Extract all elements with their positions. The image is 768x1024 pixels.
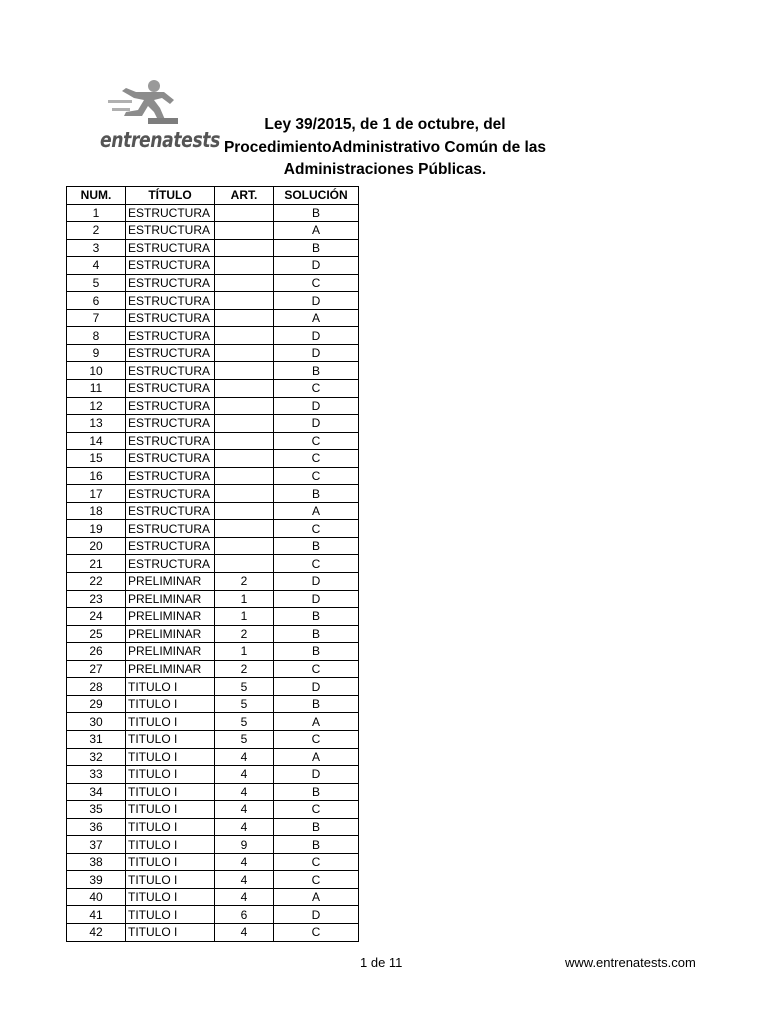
table-row	[67, 292, 359, 310]
cell-solucion: C	[274, 467, 359, 485]
cell-art	[215, 309, 274, 327]
cell-art: 4	[215, 818, 274, 836]
cell-art	[215, 555, 274, 573]
cell-art: 4	[215, 783, 274, 801]
cell-titulo: ESTRUCTURA	[126, 485, 215, 503]
table-row	[67, 748, 359, 766]
table-row	[67, 520, 359, 538]
cell-titulo: ESTRUCTURA	[126, 467, 215, 485]
title-line-1: Ley 39/2015, de 1 de octubre, del	[264, 116, 506, 133]
cell-solucion: B	[274, 643, 359, 661]
table-row	[67, 678, 359, 696]
cell-titulo: ESTRUCTURA	[126, 520, 215, 538]
cell-num: 22	[67, 573, 126, 591]
cell-titulo: TITULO I	[126, 678, 215, 696]
cell-art	[215, 204, 274, 222]
cell-titulo: PRELIMINAR	[126, 608, 215, 626]
cell-num: 7	[67, 309, 126, 327]
cell-titulo: ESTRUCTURA	[126, 450, 215, 468]
cell-solucion: D	[274, 766, 359, 784]
cell-num: 19	[67, 520, 126, 538]
cell-titulo: PRELIMINAR	[126, 643, 215, 661]
cell-num: 8	[67, 327, 126, 345]
table-row	[67, 555, 359, 573]
table-row	[67, 257, 359, 275]
cell-num: 27	[67, 660, 126, 678]
cell-solucion: C	[274, 432, 359, 450]
cell-titulo: ESTRUCTURA	[126, 222, 215, 240]
cell-solucion: A	[274, 713, 359, 731]
cell-solucion: B	[274, 362, 359, 380]
cell-solucion: C	[274, 801, 359, 819]
cell-solucion: B	[274, 537, 359, 555]
table-row	[67, 713, 359, 731]
table-row	[67, 836, 359, 854]
cell-num: 39	[67, 871, 126, 889]
cell-num: 14	[67, 432, 126, 450]
cell-num: 35	[67, 801, 126, 819]
table-row	[67, 853, 359, 871]
cell-solucion: A	[274, 888, 359, 906]
cell-titulo: TITULO I	[126, 766, 215, 784]
cell-solucion: B	[274, 608, 359, 626]
cell-num: 26	[67, 643, 126, 661]
cell-titulo: ESTRUCTURA	[126, 309, 215, 327]
runner-icon	[108, 78, 180, 130]
cell-num: 3	[67, 239, 126, 257]
table-row	[67, 450, 359, 468]
cell-solucion: A	[274, 748, 359, 766]
cell-num: 18	[67, 502, 126, 520]
cell-art	[215, 257, 274, 275]
page-number: 1 de 11	[360, 955, 403, 970]
table-row	[67, 730, 359, 748]
cell-num: 29	[67, 695, 126, 713]
table-row	[67, 888, 359, 906]
cell-num: 1	[67, 204, 126, 222]
header-num: NUM.	[67, 187, 126, 205]
cell-titulo: ESTRUCTURA	[126, 327, 215, 345]
table-row	[67, 485, 359, 503]
cell-titulo: ESTRUCTURA	[126, 292, 215, 310]
cell-solucion: B	[274, 204, 359, 222]
cell-art: 4	[215, 801, 274, 819]
cell-art	[215, 239, 274, 257]
cell-titulo: ESTRUCTURA	[126, 537, 215, 555]
cell-num: 6	[67, 292, 126, 310]
cell-titulo: TITULO I	[126, 836, 215, 854]
cell-num: 12	[67, 397, 126, 415]
cell-num: 5	[67, 274, 126, 292]
cell-solucion: D	[274, 327, 359, 345]
cell-num: 13	[67, 415, 126, 433]
cell-solucion: D	[274, 292, 359, 310]
cell-solucion: D	[274, 415, 359, 433]
cell-num: 28	[67, 678, 126, 696]
cell-titulo: TITULO I	[126, 818, 215, 836]
cell-art	[215, 327, 274, 345]
table-row	[67, 432, 359, 450]
cell-art: 5	[215, 713, 274, 731]
cell-solucion: D	[274, 906, 359, 924]
cell-titulo: TITULO I	[126, 783, 215, 801]
cell-num: 15	[67, 450, 126, 468]
cell-solucion: D	[274, 397, 359, 415]
cell-num: 41	[67, 906, 126, 924]
cell-solucion: D	[274, 678, 359, 696]
table-row	[67, 380, 359, 398]
cell-titulo: ESTRUCTURA	[126, 502, 215, 520]
cell-solucion: B	[274, 239, 359, 257]
cell-num: 11	[67, 380, 126, 398]
table-header-row	[67, 187, 359, 205]
table-row	[67, 871, 359, 889]
cell-titulo: ESTRUCTURA	[126, 555, 215, 573]
cell-solucion: D	[274, 590, 359, 608]
cell-num: 40	[67, 888, 126, 906]
cell-solucion: C	[274, 274, 359, 292]
table-row	[67, 502, 359, 520]
table-row	[67, 274, 359, 292]
cell-titulo: ESTRUCTURA	[126, 397, 215, 415]
table-row	[67, 643, 359, 661]
cell-art	[215, 537, 274, 555]
cell-num: 36	[67, 818, 126, 836]
cell-solucion: B	[274, 485, 359, 503]
cell-num: 31	[67, 730, 126, 748]
logo-brand-text: entrenatests	[100, 128, 220, 152]
cell-titulo: ESTRUCTURA	[126, 344, 215, 362]
table-row	[67, 766, 359, 784]
cell-num: 24	[67, 608, 126, 626]
cell-art	[215, 520, 274, 538]
website-footer: www.entrenatests.com	[565, 955, 696, 970]
cell-titulo: PRELIMINAR	[126, 590, 215, 608]
table-row	[67, 362, 359, 380]
cell-solucion: B	[274, 836, 359, 854]
cell-titulo: PRELIMINAR	[126, 625, 215, 643]
cell-titulo: ESTRUCTURA	[126, 204, 215, 222]
cell-art	[215, 467, 274, 485]
answers-table-body	[67, 204, 359, 941]
cell-num: 17	[67, 485, 126, 503]
cell-art: 1	[215, 590, 274, 608]
table-row	[67, 344, 359, 362]
table-row	[67, 415, 359, 433]
cell-art: 4	[215, 748, 274, 766]
entrenatests-logo	[100, 78, 220, 153]
cell-art: 4	[215, 766, 274, 784]
cell-solucion: D	[274, 257, 359, 275]
cell-titulo: TITULO I	[126, 713, 215, 731]
table-row	[67, 204, 359, 222]
cell-art: 4	[215, 888, 274, 906]
cell-solucion: C	[274, 853, 359, 871]
cell-art	[215, 502, 274, 520]
cell-num: 37	[67, 836, 126, 854]
cell-solucion: D	[274, 344, 359, 362]
table-row	[67, 625, 359, 643]
cell-num: 23	[67, 590, 126, 608]
cell-solucion: A	[274, 502, 359, 520]
table-row	[67, 573, 359, 591]
cell-titulo: ESTRUCTURA	[126, 239, 215, 257]
cell-titulo: ESTRUCTURA	[126, 432, 215, 450]
cell-num: 21	[67, 555, 126, 573]
cell-solucion: C	[274, 660, 359, 678]
cell-titulo: TITULO I	[126, 730, 215, 748]
cell-num: 2	[67, 222, 126, 240]
cell-art: 5	[215, 695, 274, 713]
cell-art: 1	[215, 608, 274, 626]
cell-solucion: C	[274, 520, 359, 538]
cell-num: 20	[67, 537, 126, 555]
cell-art: 2	[215, 660, 274, 678]
cell-titulo: ESTRUCTURA	[126, 380, 215, 398]
cell-art: 4	[215, 871, 274, 889]
table-row	[67, 660, 359, 678]
table-row	[67, 467, 359, 485]
table-row	[67, 923, 359, 941]
cell-art: 2	[215, 573, 274, 591]
cell-titulo: TITULO I	[126, 853, 215, 871]
cell-titulo: PRELIMINAR	[126, 573, 215, 591]
cell-art	[215, 292, 274, 310]
cell-art	[215, 274, 274, 292]
cell-num: 32	[67, 748, 126, 766]
cell-titulo: ESTRUCTURA	[126, 257, 215, 275]
cell-num: 25	[67, 625, 126, 643]
cell-solucion: C	[274, 730, 359, 748]
cell-num: 38	[67, 853, 126, 871]
table-row	[67, 309, 359, 327]
cell-titulo: ESTRUCTURA	[126, 362, 215, 380]
cell-num: 30	[67, 713, 126, 731]
cell-art	[215, 432, 274, 450]
cell-num: 4	[67, 257, 126, 275]
cell-art	[215, 450, 274, 468]
cell-titulo: ESTRUCTURA	[126, 415, 215, 433]
cell-art: 4	[215, 853, 274, 871]
table-row	[67, 239, 359, 257]
cell-titulo: TITULO I	[126, 871, 215, 889]
cell-solucion: C	[274, 555, 359, 573]
cell-num: 42	[67, 923, 126, 941]
cell-num: 10	[67, 362, 126, 380]
cell-solucion: D	[274, 573, 359, 591]
title-line-3: Administraciones Públicas.	[283, 161, 487, 178]
cell-solucion: C	[274, 450, 359, 468]
cell-titulo: TITULO I	[126, 748, 215, 766]
cell-solucion: A	[274, 309, 359, 327]
table-row	[67, 818, 359, 836]
table-row	[67, 590, 359, 608]
cell-solucion: C	[274, 871, 359, 889]
table-row	[67, 608, 359, 626]
cell-art: 5	[215, 678, 274, 696]
cell-titulo: TITULO I	[126, 906, 215, 924]
cell-solucion: B	[274, 818, 359, 836]
cell-art	[215, 222, 274, 240]
header-solucion: SOLUCIÓN	[274, 187, 359, 205]
title-line-2: ProcedimientoAdministrativo Común de las	[223, 138, 547, 156]
cell-solucion: B	[274, 783, 359, 801]
table-row	[67, 906, 359, 924]
cell-solucion: C	[274, 380, 359, 398]
cell-art: 4	[215, 923, 274, 941]
cell-art: 5	[215, 730, 274, 748]
table-row	[67, 783, 359, 801]
cell-titulo: TITULO I	[126, 923, 215, 941]
cell-titulo: ESTRUCTURA	[126, 274, 215, 292]
cell-solucion: B	[274, 695, 359, 713]
cell-titulo: TITULO I	[126, 801, 215, 819]
cell-art: 1	[215, 643, 274, 661]
cell-solucion: C	[274, 923, 359, 941]
cell-titulo: TITULO I	[126, 888, 215, 906]
cell-art	[215, 415, 274, 433]
cell-num: 9	[67, 344, 126, 362]
cell-art	[215, 380, 274, 398]
cell-solucion: B	[274, 625, 359, 643]
cell-num: 16	[67, 467, 126, 485]
cell-art	[215, 344, 274, 362]
table-row	[67, 537, 359, 555]
cell-art	[215, 362, 274, 380]
cell-art: 9	[215, 836, 274, 854]
cell-art	[215, 397, 274, 415]
cell-solucion: A	[274, 222, 359, 240]
header-art: ART.	[215, 187, 274, 205]
cell-art	[215, 485, 274, 503]
cell-titulo: TITULO I	[126, 695, 215, 713]
cell-art: 6	[215, 906, 274, 924]
document-title	[215, 114, 555, 182]
cell-num: 33	[67, 766, 126, 784]
table-row	[67, 397, 359, 415]
cell-num: 34	[67, 783, 126, 801]
cell-titulo: PRELIMINAR	[126, 660, 215, 678]
header-titulo: TÍTULO	[126, 187, 215, 205]
answers-table	[66, 186, 359, 942]
table-row	[67, 222, 359, 240]
table-row	[67, 695, 359, 713]
cell-art: 2	[215, 625, 274, 643]
table-row	[67, 327, 359, 345]
table-row	[67, 801, 359, 819]
